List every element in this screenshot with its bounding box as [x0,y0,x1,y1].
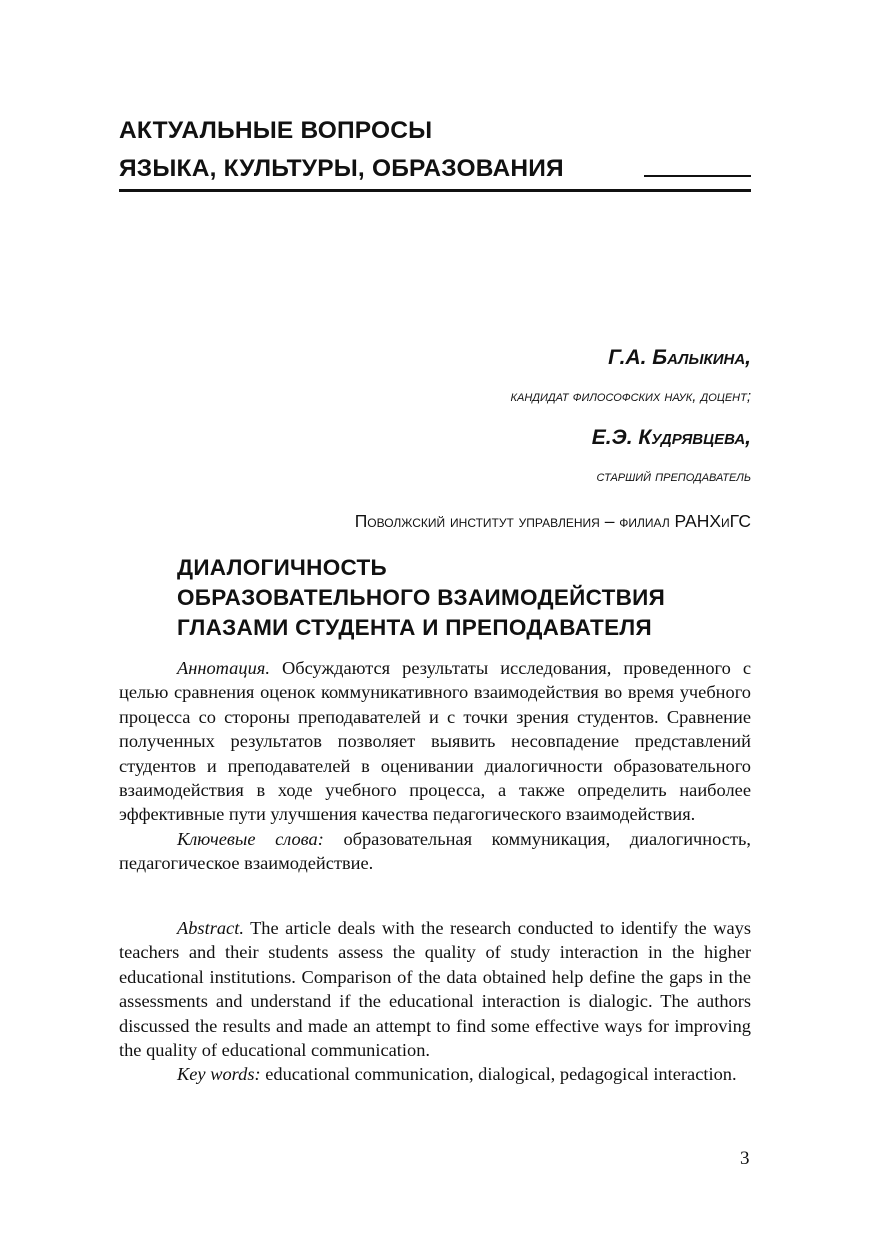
annotation-text: Обсуждаются результаты исследования, проведенного с целью сравнения оценок коммуникативного взаимодействия во время учебного процесса со стороны преподавателей и с точки зрения студентов. Сравнение полученных результатов позволяет выявить несовпадение представлений студентов и преподавателей в оценивании диалогичности образовательного взаимодействия в ходе учебного процесса, а также определить наиболее эффективные пути улучшения качества педагогического взаимодействия. [119,658,751,825]
abstract-paragraph [119,916,751,1062]
author-name: Е.Э. Кудрявцева, [591,426,751,449]
author-name: Г.А. Балыкина, [608,346,751,369]
keywords-ru-paragraph [119,827,751,876]
abstract-block [119,916,751,1087]
header-rule [119,189,751,192]
keywords-ru-text: образовательная коммуникация, диалогичность, педагогическое взаимодействие. [119,828,751,874]
keywords-en-label: Key words: [177,1064,261,1085]
section-title-line-2: ЯЗЫКА, КУЛЬТУРЫ, ОБРАЗОВАНИЯ [119,155,564,182]
author-2-position-block [597,468,751,485]
keywords-en-paragraph [119,1062,751,1086]
annotation-label: Аннотация. [177,658,270,678]
annotation-paragraph [119,656,751,827]
article-title-line-1: ДИАЛОГИЧНОСТЬ [177,555,388,580]
abstract-label: Abstract. [177,918,244,938]
keywords-en-text: educational communication, dialogical, pedagogical interaction. [265,1064,737,1085]
author-1-position-block [511,388,752,405]
keywords-ru-label: Ключевые слова: [177,828,324,849]
article-title-line-2: ОБРАЗОВАТЕЛЬНОГО ВЗАИМОДЕЙСТВИЯ [177,585,666,610]
author-position: старший преподаватель [596,468,751,485]
article-title [177,553,777,643]
author-1 [608,346,751,370]
header-short-rule [644,175,751,177]
section-title-line-1: АКТУАЛЬНЫЕ ВОПРОСЫ [119,117,433,144]
author-2 [592,426,751,450]
section-header [119,112,751,188]
author-position: кандидат философских наук, доцент; [510,388,751,405]
page-number: 3 [740,1148,750,1169]
annotation-block [119,656,751,876]
article-title-line-3: ГЛАЗАМИ СТУДЕНТА И ПРЕПОДАВАТЕЛЯ [177,615,652,640]
abstract-text: The article deals with the research conducted to identify the ways teachers and their students assess the quality of study interaction in the higher educational institutions. Comparison of the data obtained help define the gaps in the assessments and understand if the educational interaction is dialogic. The authors discussed the results and made an attempt to find some effective ways for improving the quality of educational communication. [119,918,751,1061]
affiliation: Поволжский институт управления – филиал РАНХиГС [354,511,751,531]
